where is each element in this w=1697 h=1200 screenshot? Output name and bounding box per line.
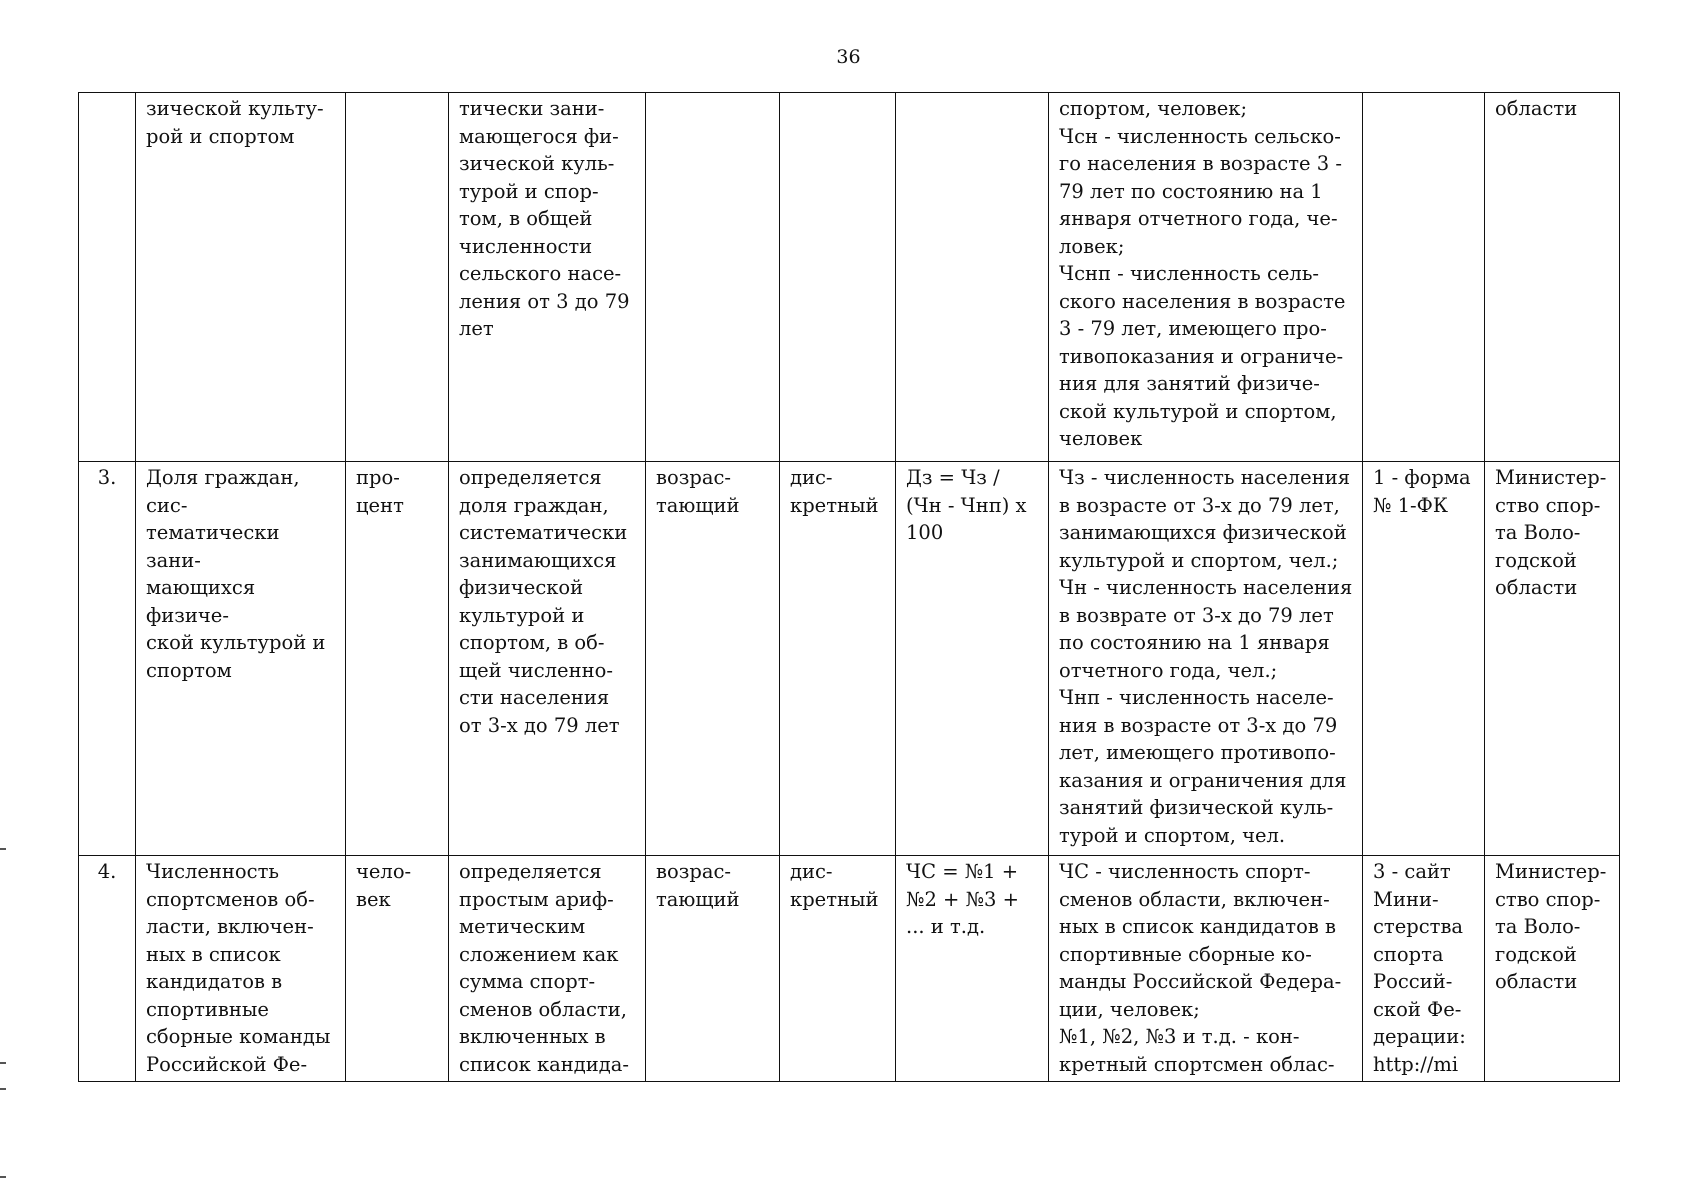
scan-margin-mark <box>0 1176 6 1178</box>
indicator-name-cell: Доля граждан, сис- тематически зани- мающихся физиче- ской культурой и спортом <box>136 462 346 856</box>
scan-margin-mark <box>0 1062 6 1064</box>
definition-cell: определяется простым ариф- метическим сложением как сумма спорт- сменов области, включенных в список кандида- <box>449 856 646 1082</box>
source-cell: 1 - форма № 1-ФК <box>1363 462 1485 856</box>
unit-cell <box>346 93 449 462</box>
source-cell <box>1363 93 1485 462</box>
row-number-cell: 3. <box>79 462 136 856</box>
formula-cell: Дз = Чз / (Чн - Чнп) х 100 <box>896 462 1049 856</box>
table-row <box>79 856 1620 1082</box>
definition-cell: тически зани- мающегося фи- зической куль- турой и спор- том, в общей численности сельского насе- ления от 3 до 79 лет <box>449 93 646 462</box>
table-row <box>79 93 1620 462</box>
variables-cell: ЧС - численность спорт- сменов области, включен- ных в список кандидатов в спортивные сборные ко- манды Российской Федера- ции, человек; №1, №2, №3 и т.д. - кон- кретный спортсмен облас- <box>1049 856 1363 1082</box>
scan-margin-mark <box>0 1088 6 1090</box>
source-cell: 3 - сайт Мини- стерства спорта Россий- ской Фе- дерации: http://mi <box>1363 856 1485 1082</box>
unit-cell: про- цент <box>346 462 449 856</box>
trend-cell <box>646 93 780 462</box>
trend-cell: возрас- тающий <box>646 462 780 856</box>
unit-cell: чело- век <box>346 856 449 1082</box>
indicators-table <box>78 92 1620 1082</box>
type-cell <box>780 93 896 462</box>
indicator-name-cell: Численность спортсменов об- ласти, включен- ных в список кандидатов в спортивные сборные команды Российской Фе- <box>136 856 346 1082</box>
responsible-cell: Министер- ство спор- та Воло- годской области <box>1485 462 1620 856</box>
trend-cell: возрас- тающий <box>646 856 780 1082</box>
type-cell: дис- кретный <box>780 856 896 1082</box>
indicator-name-cell: зической культу- рой и спортом <box>136 93 346 462</box>
page-number: 36 <box>836 46 861 68</box>
row-number-cell: 4. <box>79 856 136 1082</box>
responsible-cell: области <box>1485 93 1620 462</box>
responsible-cell: Министер- ство спор- та Воло- годской области <box>1485 856 1620 1082</box>
formula-cell: ЧС = №1 + №2 + №3 + ... и т.д. <box>896 856 1049 1082</box>
scan-margin-mark <box>0 848 6 850</box>
table-row <box>79 462 1620 856</box>
formula-cell <box>896 93 1049 462</box>
variables-cell: спортом, человек; Чсн - численность сельско- го населения в возрасте 3 - 79 лет по состоянию на 1 января отчетного года, че- ловек; Чснп - численность сель- ского населения в возрасте 3 - 79 лет, имеющего про- тивопоказания и ограниче- ния для занятий физиче- ской культурой и спортом, человек <box>1049 93 1363 462</box>
type-cell: дис- кретный <box>780 462 896 856</box>
definition-cell: определяется доля граждан, систематически занимающихся физической культурой и спортом, в об- щей численно- сти населения от 3-х до 79 лет <box>449 462 646 856</box>
variables-cell: Чз - численность населения в возрасте от 3-х до 79 лет, занимающихся физической культурой и спортом, чел.; Чн - численность населения в возврате от 3-х до 79 лет по состоянию на 1 января отчетного года, чел.; Чнп - численность населе- ния в возрасте от 3-х до 79 лет, имеющего противопо- казания и ограничения для занятий физической куль- турой и спортом, чел. <box>1049 462 1363 856</box>
row-number-cell <box>79 93 136 462</box>
